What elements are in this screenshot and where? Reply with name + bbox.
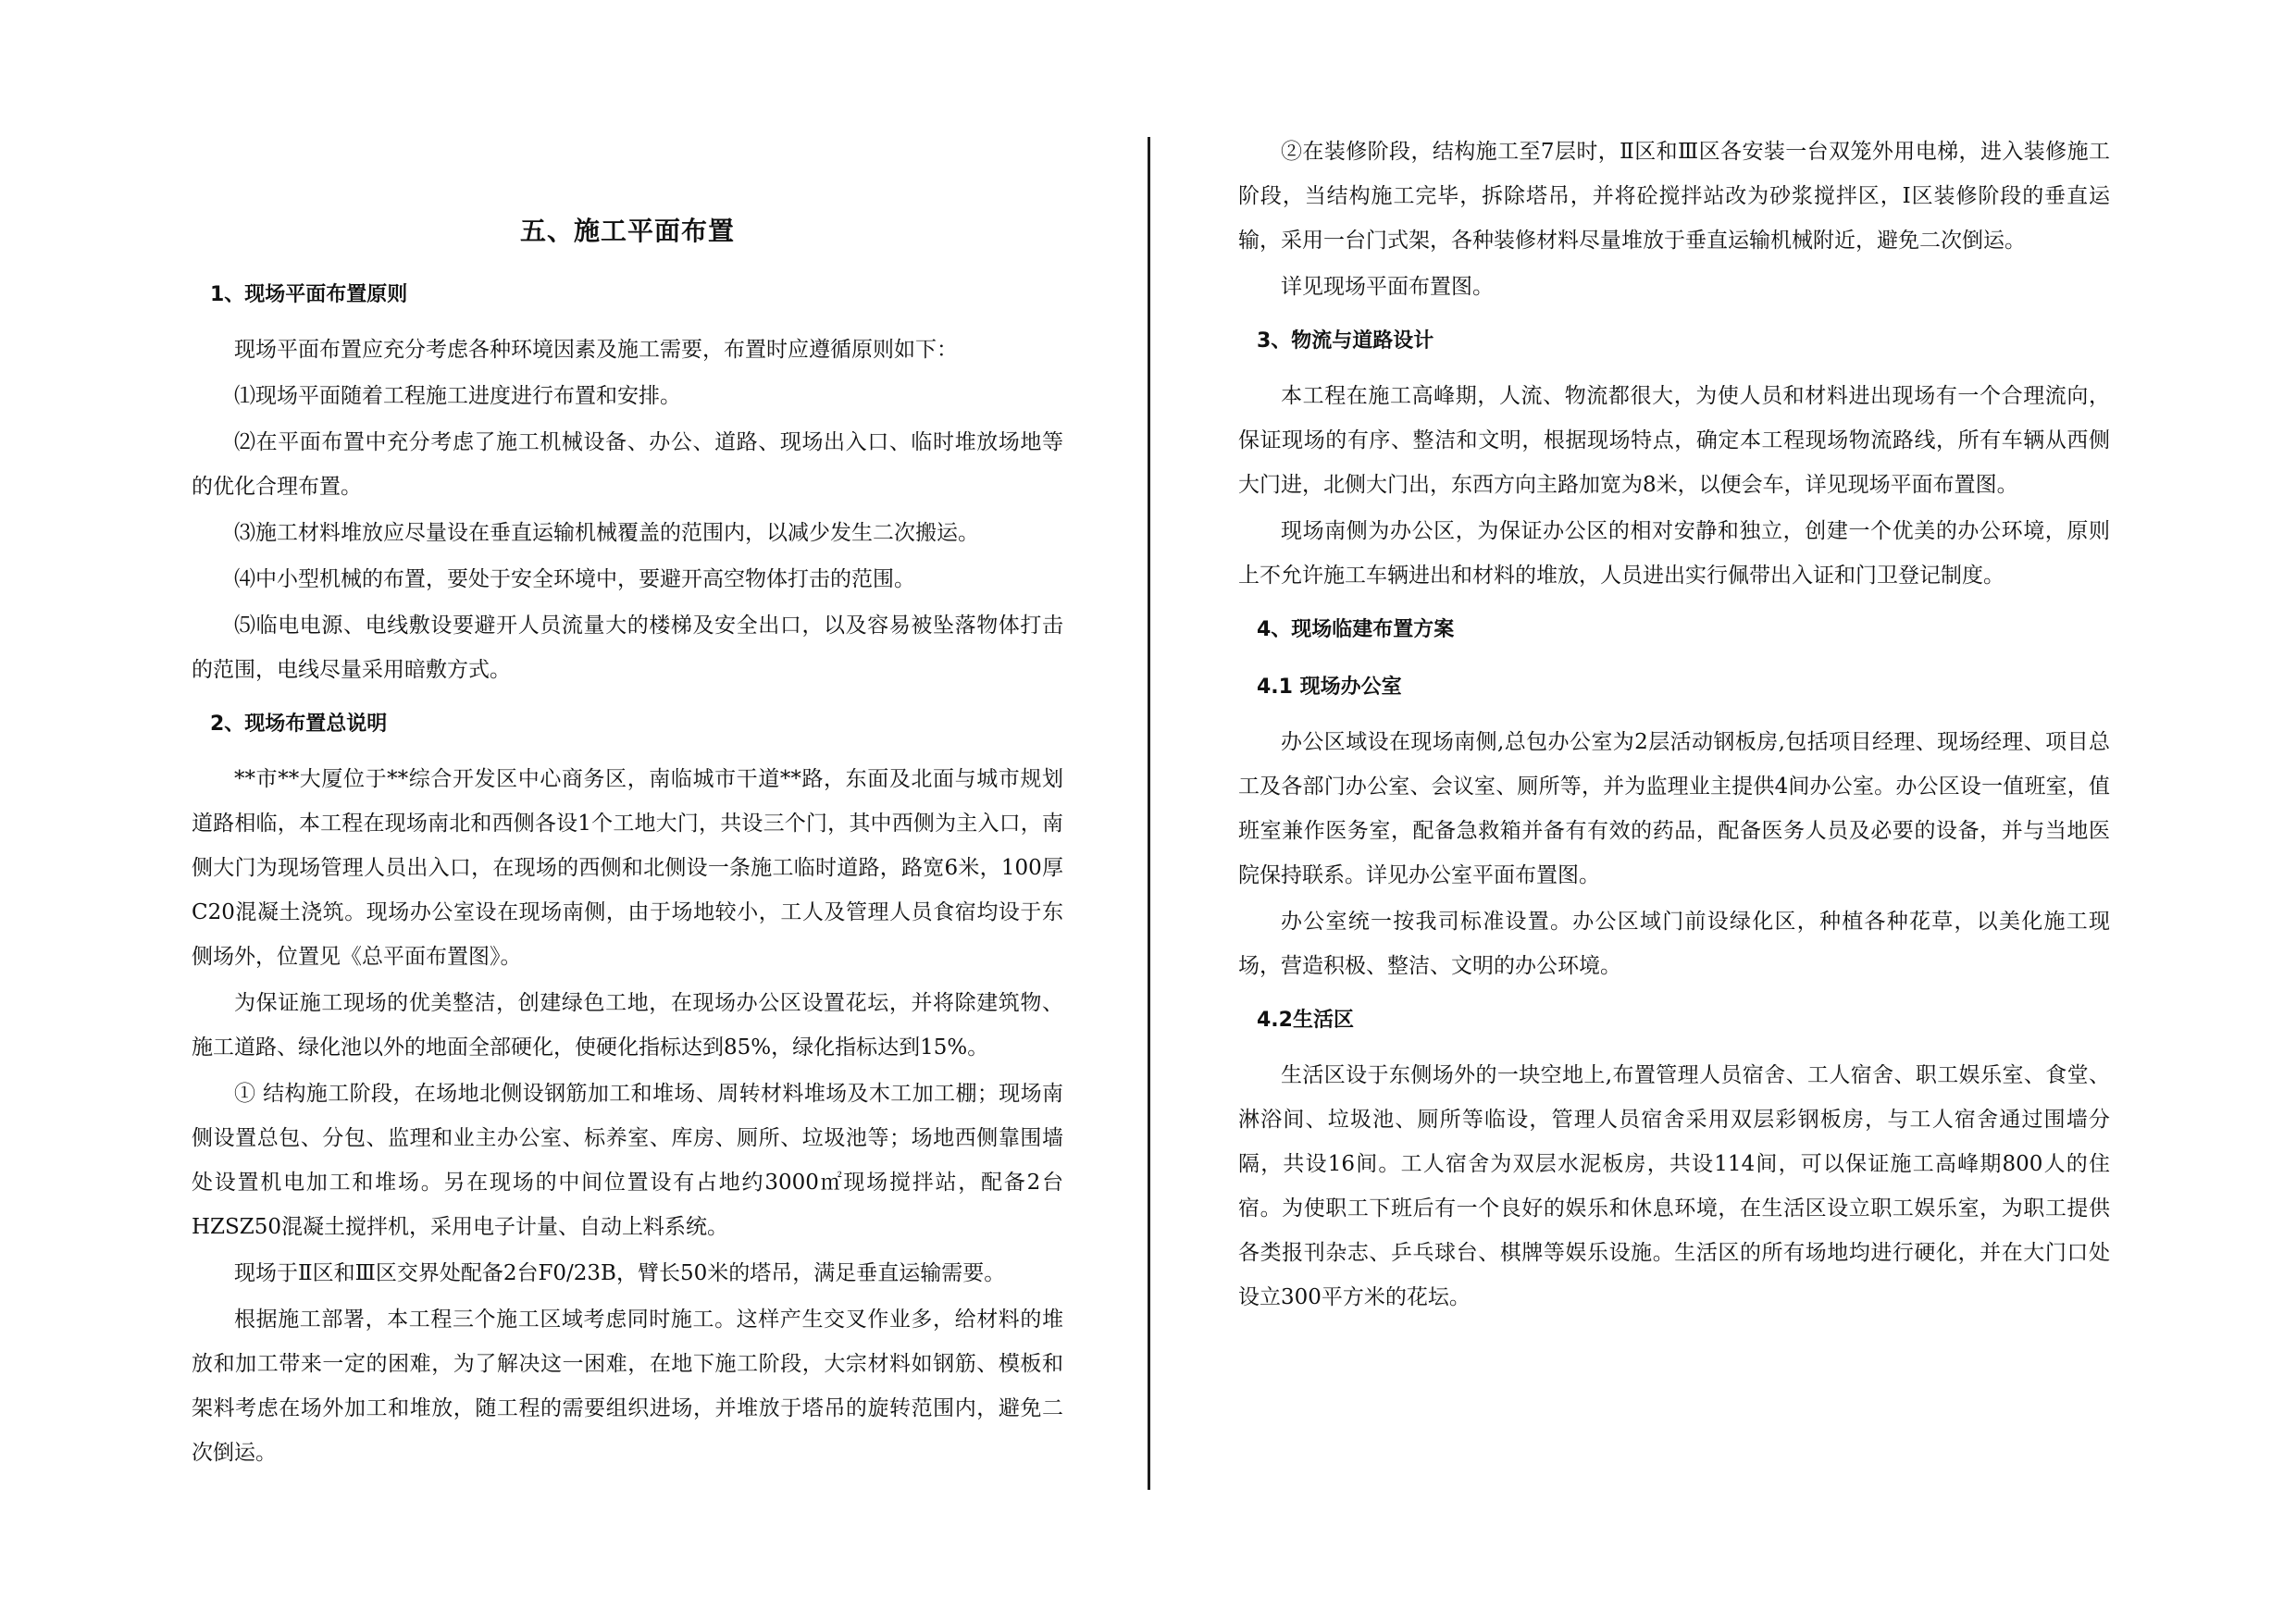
list-item: ⑶施工材料堆放应尽量设在垂直运输机械覆盖的范围内，以减少发生二次搬运。: [234, 521, 979, 545]
section-heading-2: 2、现场布置总说明: [210, 713, 388, 736]
column-divider: [1148, 137, 1150, 1490]
subsection-heading-4-2: 4.2生活区: [1257, 1009, 1354, 1032]
paragraph: 现场平面布置应充分考虑各种环境因素及施工需要，布置时应遵循原则如下：: [234, 338, 958, 362]
section-heading-3: 3、物流与道路设计: [1257, 329, 1434, 353]
paragraph: 本工程在施工高峰期，人流、物流都很大，为使人员和材料进出现场有一个合理流向，保证现场的有序、整洁和文明，根据现场特点，确定本工程现场物流路线，所有车辆从西侧大门进，北侧大门出，东西方向主路加宽为8米，以便会车，详见现场平面布置图。: [1238, 384, 2110, 497]
paragraph: ②在装修阶段，结构施工至7层时，Ⅱ区和Ⅲ区各安装一台双笼外用电梯，进入装修施工阶段，当结构施工完毕，拆除塔吊，并将砼搅拌站改为砂浆搅拌区，Ⅰ区装修阶段的垂直运输，采用一台门式架，各种装修材料尽量堆放于垂直运输机械附近，避免二次倒运。: [1238, 140, 2110, 253]
subsection-heading-4-1: 4.1 现场办公室: [1257, 676, 1402, 699]
left-column: [192, 130, 1063, 1477]
list-item: ⑸临电电源、电线敷设要避开人员流量大的楼梯及安全出口，以及容易被坠落物体打击的范围，电线尽量采用暗敷方式。: [192, 614, 1063, 682]
paragraph: 详见现场平面布置图。: [1281, 275, 1494, 299]
paragraph: 现场南侧为办公区，为保证办公区的相对安静和独立，创建一个优美的办公环境，原则上不允许施工车辆进出和材料的堆放，人员进出实行佩带出入证和门卫登记制度。: [1238, 519, 2110, 588]
paragraph: 为保证施工现场的优美整洁，创建绿色工地，在现场办公区设置花坛，并将除建筑物、施工道路、绿化池以外的地面全部硬化，使硬化指标达到85%，绿化指标达到15%。: [192, 991, 1063, 1060]
paragraph: 办公室统一按我司标准设置。办公区域门前设绿化区，种植各种花草，以美化施工现场，营造积极、整洁、文明的办公环境。: [1238, 910, 2110, 978]
paragraph: 生活区设于东侧场外的一块空地上,布置管理人员宿舍、工人宿舍、职工娱乐室、食堂、淋浴间、垃圾池、厕所等临设，管理人员宿舍采用双层彩钢板房，与工人宿舍通过围墙分隔，共设16间。工人宿舍为双层水泥板房，共设114间，可以保证施工高峰期800人的住宿。为使职工下班后有一个良好的娱乐和休息环境，在生活区设立职工娱乐室，为职工提供各类报刊杂志、乒乓球台、棋牌等娱乐设施。生活区的所有场地均进行硬化，并在大门口处设立300平方米的花坛。: [1238, 1063, 2110, 1309]
list-item: ⑷中小型机械的布置，要处于安全环境中，要避开高空物体打击的范围。: [234, 567, 915, 591]
paragraph: 办公区域设在现场南侧,总包办公室为2层活动钢板房,包括项目经理、现场经理、项目总工及各部门办公室、会议室、厕所等，并为监理业主提供4间办公室。办公区设一值班室，值班室兼作医务室，配备急救箱并备有有效的药品，配备医务人员及必要的设备，并与当地医院保持联系。详见办公室平面布置图。: [1238, 730, 2110, 887]
page-title: 五、施工平面布置: [519, 216, 735, 246]
right-column: [1238, 130, 2110, 1321]
section-heading-1: 1、现场平面布置原则: [210, 283, 408, 306]
paragraph: **市**大厦位于**综合开发区中心商务区，南临城市干道**路，东面及北面与城市规划道路相临，本工程在现场南北和西侧各设1个工地大门，共设三个门，其中西侧为主入口，南侧大门为现场管理人员出入口，在现场的西侧和北侧设一条施工临时道路，路宽6米，100厚C20混凝土浇筑。现场办公室设在现场南侧，由于场地较小，工人及管理人员食宿均设于东侧场外，位置见《总平面布置图》。: [192, 767, 1063, 969]
list-item: ⑴现场平面随着工程施工进度进行布置和安排。: [234, 384, 681, 408]
paragraph: 根据施工部署，本工程三个施工区域考虑同时施工。这样产生交叉作业多，给材料的堆放和加工带来一定的困难，为了解决这一困难，在地下施工阶段，大宗材料如钢筋、模板和架料考虑在场外加工和堆放，随工程的需要组织进场，并堆放于塔吊的旋转范围内，避免二次倒运。: [192, 1308, 1063, 1465]
list-item: ⑵在平面布置中充分考虑了施工机械设备、办公、道路、现场出入口、临时堆放场地等的优化合理布置。: [192, 430, 1063, 499]
paragraph: 现场于Ⅱ区和Ⅲ区交界处配备2台F0/23B，臂长50米的塔吊，满足垂直运输需要。: [234, 1261, 1006, 1285]
section-heading-4: 4、现场临建布置方案: [1257, 618, 1455, 641]
paragraph: ① 结构施工阶段，在场地北侧设钢筋加工和堆场、周转材料堆场及木工加工棚；现场南侧设置总包、分包、监理和业主办公室、标养室、库房、厕所、垃圾池等；场地西侧靠围墙处设置机电加工和堆场。另在现场的中间位置设有占地约3000㎡现场搅拌站，配备2台HZSZ50混凝土搅拌机，采用电子计量、自动上料系统。: [192, 1082, 1063, 1239]
